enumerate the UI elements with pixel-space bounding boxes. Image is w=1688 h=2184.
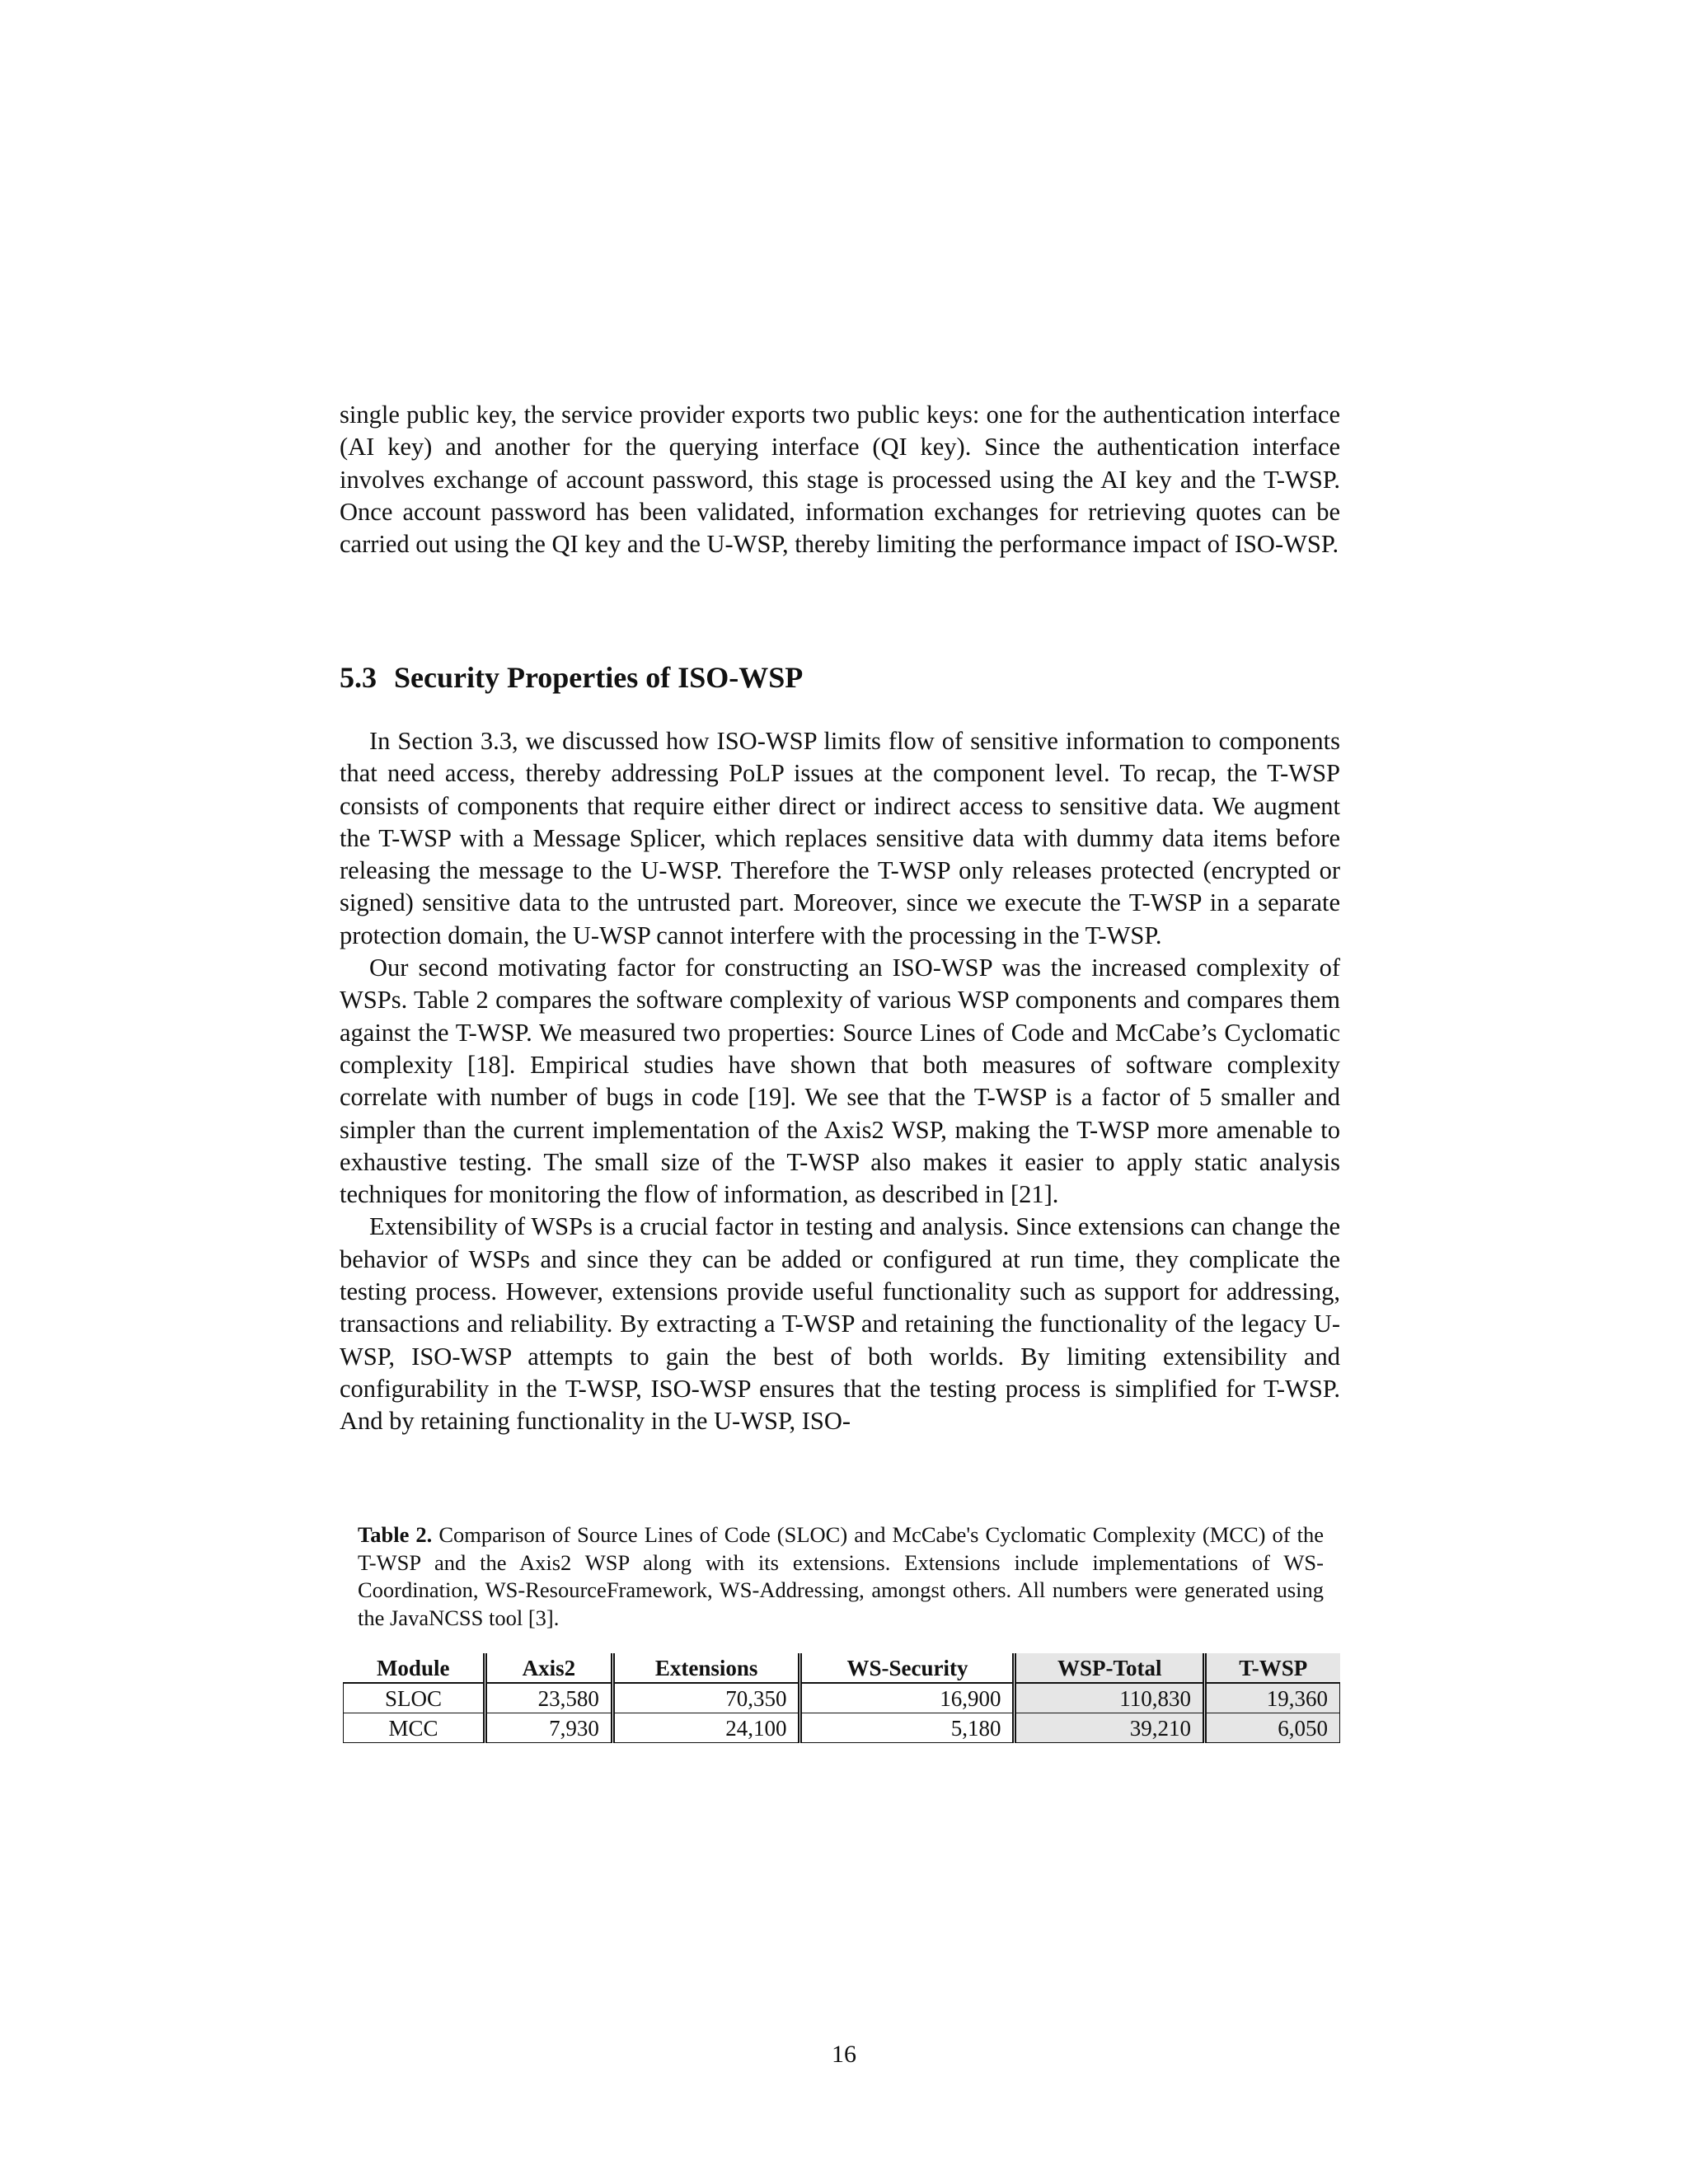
table-cell: 19,360 bbox=[1204, 1683, 1339, 1713]
table-cell: SLOC bbox=[344, 1683, 485, 1713]
complexity-table bbox=[343, 1653, 1340, 1743]
table-header-row bbox=[344, 1653, 1340, 1683]
header-t-wsp: T-WSP bbox=[1204, 1653, 1339, 1683]
section-number: 5.3 bbox=[340, 661, 377, 694]
section-title: Security Properties of ISO-WSP bbox=[394, 661, 804, 694]
table-caption-label: Table 2. bbox=[358, 1522, 433, 1547]
table-cell: 7,930 bbox=[485, 1713, 612, 1743]
table-caption-text: Comparison of Source Lines of Code (SLOC) and McCabe's Cyclomatic Complexity (MCC) of the T-WSP and the Axis2 WSP along with its extensions. Extensions include implementations of WS-Coordination, WS-ResourceFramework, WS-Addressing, amongst others. All numbers were generated using the JavaNCSS tool [3]. bbox=[358, 1522, 1325, 1630]
table-cell: 16,900 bbox=[800, 1683, 1015, 1713]
table-cell: 70,350 bbox=[612, 1683, 800, 1713]
table-cell: 24,100 bbox=[612, 1713, 800, 1743]
table-cell: 110,830 bbox=[1015, 1683, 1204, 1713]
table-cell: 6,050 bbox=[1204, 1713, 1339, 1743]
intro-text bbox=[340, 399, 1340, 560]
table-cell: 5,180 bbox=[800, 1713, 1015, 1743]
table-cell: 39,210 bbox=[1015, 1713, 1204, 1743]
body-paragraph: Our second motivating factor for constructing an ISO-WSP was the increased complexity of WSPs. Table 2 compares the software complexity of various WSP components and compares them against the T-WSP. We measured two properties: Source Lines of Code and McCabe’s Cyclomatic complexity [18]. Empirical studies have shown that both measures of software complexity correlate with number of bugs in code [19]. We see that the T-WSP is a factor of 5 smaller and simpler than the current implementation of the Axis2 WSP, making the T-WSP more amenable to exhaustive testing. The small size of the T-WSP also makes it easier to apply static analysis techniques for monitoring the flow of information, as described in [21]. bbox=[340, 954, 1340, 1209]
table-row bbox=[344, 1683, 1340, 1713]
header-wsp-total: WSP-Total bbox=[1015, 1653, 1204, 1683]
intro-paragraph: single public key, the service provider exports two public keys: one for the authentication interface (AI key) and another for the querying interface (QI key). Since the authentication interface involves exchange of account password, this stage is processed using the AI key and the T-WSP. Once account password has been validated, information exchanges for retrieving quotes can be carried out using the QI key and the U-WSP, thereby limiting the performance impact of ISO-WSP. bbox=[340, 401, 1340, 559]
table-caption bbox=[358, 1521, 1324, 1632]
body-paragraph: In Section 3.3, we discussed how ISO-WSP limits flow of sensitive information to components that need access, thereby addressing PoLP issues at the component level. To recap, the T-WSP consists of components that require either direct or indirect access to sensitive data. We augment the T-WSP with a Message Splicer, which replaces sensitive data with dummy data items before releasing the message to the U-WSP. Therefore the T-WSP only releases protected (encrypted or signed) sensitive data to the untrusted part. Moreover, since we execute the T-WSP in a separate protection domain, the U-WSP cannot interfere with the processing in the T-WSP. bbox=[340, 727, 1340, 949]
body-paragraph: Extensibility of WSPs is a crucial factor in testing and analysis. Since extensions can change the behavior of WSPs and since they can be added or configured at run time, they complicate the testing process. However, extensions provide useful functionality such as support for addressing, transactions and reliability. By extracting a T-WSP and retaining the functionality of the legacy U-WSP, ISO-WSP attempts to gain the best of both worlds. By limiting extensibility and configurability in the T-WSP, ISO-WSP ensures that the testing process is simplified for T-WSP. And by retaining functionality in the U-WSP, ISO- bbox=[340, 1212, 1340, 1436]
section-body bbox=[340, 725, 1340, 1438]
table-cell: 23,580 bbox=[485, 1683, 612, 1713]
table-cell: MCC bbox=[344, 1713, 485, 1743]
section-heading bbox=[340, 659, 803, 696]
table-row bbox=[344, 1713, 1340, 1743]
header-module: Module bbox=[344, 1653, 485, 1683]
header-ws-security: WS-Security bbox=[800, 1653, 1015, 1683]
page-number: 16 bbox=[832, 2041, 856, 2068]
header-axis2: Axis2 bbox=[485, 1653, 612, 1683]
header-extensions: Extensions bbox=[612, 1653, 800, 1683]
